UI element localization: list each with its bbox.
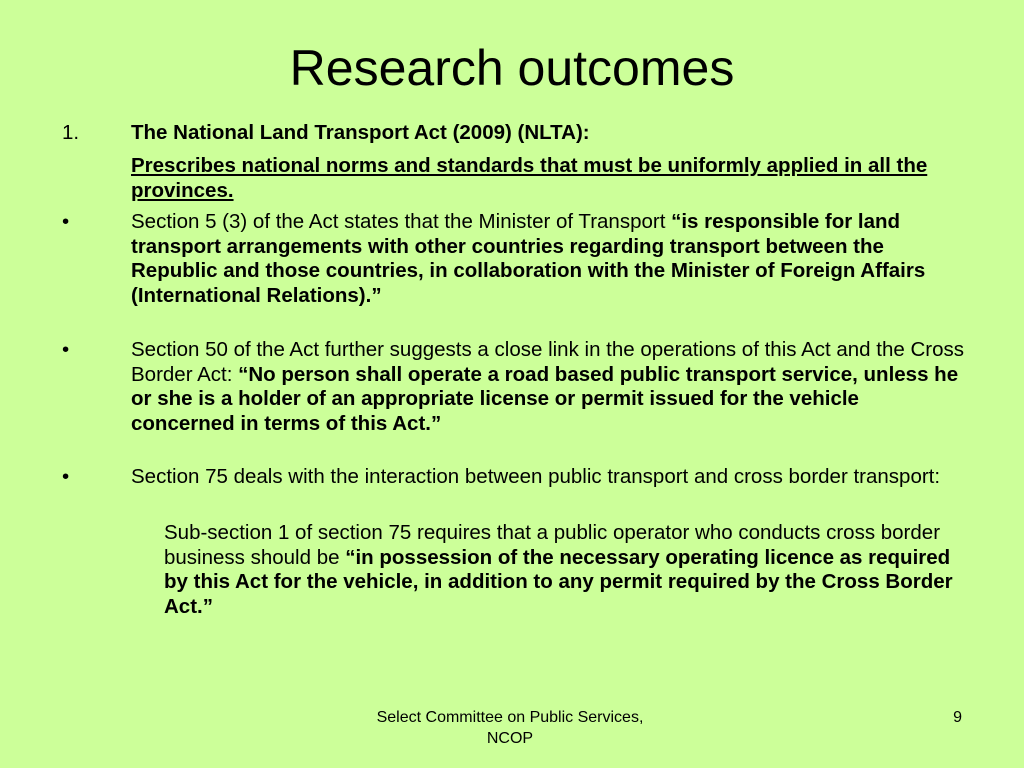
page-number: 9 <box>953 709 962 726</box>
bullet-text <box>131 465 964 490</box>
underlined-description: Prescribes national norms and standards that must be uniformly applied in all the provinces. <box>131 154 928 202</box>
bullet-icon: • <box>62 465 70 488</box>
bullet-plain-text: Section 5 (3) of the Act states that the Minister of Transport <box>131 210 672 233</box>
bullet-quote: “is responsible for land transport arrangements with other countries regarding transport between the Republic and those countries, in collaboration with the Minister of Foreign Affairs (International Relations).” <box>131 210 926 307</box>
bullet-icon: • <box>62 338 70 361</box>
bullet-icon: • <box>62 210 70 233</box>
act-heading: The National Land Transport Act (2009) (NLTA): <box>131 121 590 144</box>
slide-title: Research outcomes <box>289 40 735 96</box>
act-description-text <box>131 154 964 203</box>
list-number: 1. <box>62 121 80 144</box>
list-item-text <box>131 121 964 146</box>
bullet-text <box>131 338 964 436</box>
subsection-text <box>164 521 964 619</box>
footer-committee: Select Committee on Public Services, NCOP <box>376 709 644 747</box>
bullet-plain-text: Section 75 deals with the interaction between public transport and cross border transport: <box>131 465 941 488</box>
subsection-plain-text: Sub-section 1 of section 75 requires that a public operator who conducts cross border business should be <box>164 521 941 569</box>
subsection-quote: “in possession of the necessary operating licence as required by this Act for the vehicle, in addition to any permit required by the Cross Border Act.” <box>164 545 953 618</box>
bullet-quote: “No person shall operate a road based public transport service, unless he or she is a holder of an appropriate license or permit issued for the vehicle concerned in terms of this Act.” <box>131 362 959 435</box>
bullet-plain-text: Section 50 of the Act further suggests a close link in the operations of this Act and the Cross Border Act: <box>131 338 965 386</box>
bullet-text <box>131 210 964 308</box>
